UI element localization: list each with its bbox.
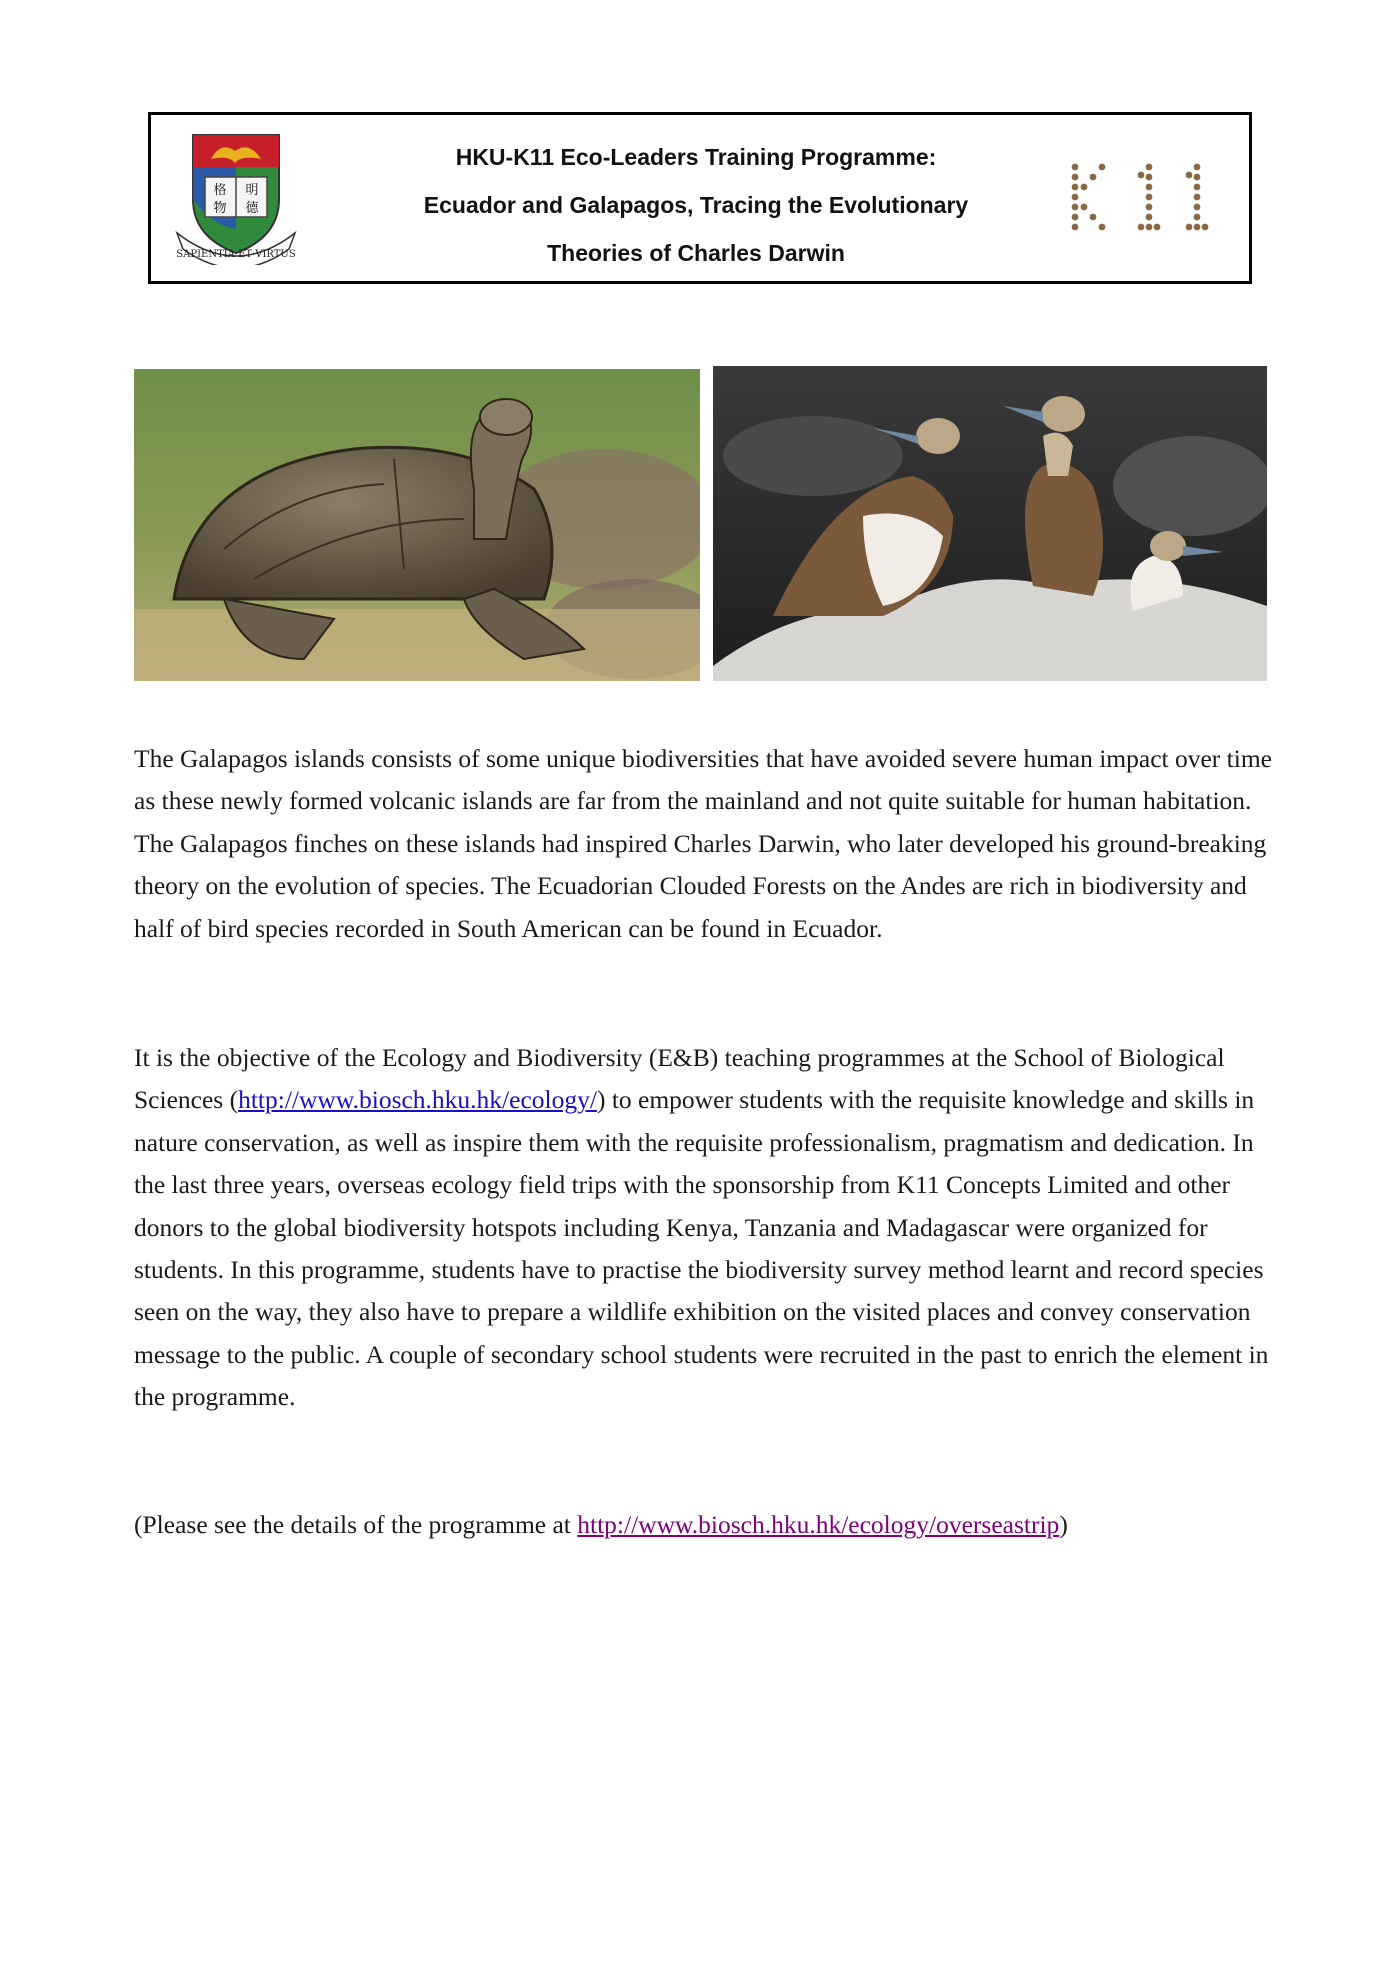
- title-line-1: HKU-K11 Eco-Leaders Training Programme:: [455, 144, 937, 170]
- k11-logo: [1069, 161, 1217, 235]
- k11-logo-dot: [1146, 164, 1153, 171]
- k11-logo-text: K11: [1069, 161, 1071, 162]
- k11-logo-dot: [1194, 174, 1201, 181]
- details-paragraph: [134, 1504, 1274, 1546]
- k11-logo-dot: [1186, 224, 1193, 231]
- k11-logo-dot: [1146, 194, 1153, 201]
- k11-logo-dot: [1138, 224, 1145, 231]
- k11-logo-dot: [1146, 214, 1153, 221]
- k11-logo-dot: [1194, 224, 1201, 231]
- objective-paragraph: [134, 1037, 1274, 1419]
- k11-logo-dot: [1154, 224, 1161, 231]
- k11-logo-dot: [1072, 224, 1079, 231]
- k11-logo-dot: [1072, 214, 1079, 221]
- k11-logo-dot: [1081, 204, 1088, 211]
- k11-logo-dot: [1138, 172, 1145, 179]
- title-line-3: Theories of Charles Darwin: [547, 240, 845, 266]
- k11-logo-dot: [1072, 184, 1079, 191]
- k11-logo-dot: [1072, 204, 1079, 211]
- objective-text-end: ) to empower students with the requisite knowledge and skills in nature conservation, as well as inspire them with the requisite professionalism, pragmatism and dedication. In the last three years, overseas ecology field trips with the sponsorship from K11 Concepts Limited and other donors to the global biodiversity hotspots including Kenya, Tanzania and Madagascar were organized for students. In this programme, students have to practise the biodiversity survey method learnt and record species seen on the way, they also have to prepare a wildlife exhibition on the visited places and convey conservation message to the public. A couple of secondary school students were recruited in the past to enrich the element in the programme.: [134, 1085, 1269, 1412]
- tortoise-photo: [134, 369, 700, 681]
- k11-logo-dot: [1090, 174, 1097, 181]
- details-text-start: (Please see the details of the programme at: [134, 1510, 578, 1539]
- k11-logo-dot: [1194, 194, 1201, 201]
- k11-logo-dot: [1081, 184, 1088, 191]
- k11-logo-dot: [1194, 204, 1201, 211]
- crest-motto: SAPIENTIA·ET·VIRTUS: [176, 249, 296, 260]
- k11-logo-dot: [1072, 174, 1079, 181]
- objective-text: [134, 1037, 1274, 1419]
- intro-paragraph: [134, 738, 1274, 950]
- crest-char-1: 格: [213, 183, 227, 198]
- details-text-end: ): [1059, 1510, 1068, 1539]
- title-line-2: Ecuador and Galapagos, Tracing the Evolutionary: [423, 192, 969, 218]
- k11-logo-dot: [1202, 224, 1209, 231]
- intro-text: The Galapagos islands consists of some unique biodiversities that have avoided severe human impact over time as these newly formed volcanic islands are far from the mainland and not quite suitable for human habitation. The Galapagos finches on these islands had inspired Charles Darwin, who later developed his ground-breaking theory on the evolution of species. The Ecuadorian Clouded Forests on the Andes are rich in biodiversity and half of bird species recorded in South American can be found in Ecuador.: [134, 744, 1272, 943]
- k11-logo-dot: [1099, 164, 1106, 171]
- k11-logo-dot: [1194, 184, 1201, 191]
- k11-logo-dot: [1072, 164, 1079, 171]
- k11-logo-dot: [1099, 224, 1106, 231]
- boobies-photo: [713, 366, 1267, 681]
- details-text: [134, 1504, 1274, 1546]
- k11-logo-dot: [1146, 204, 1153, 211]
- crest-char-2: 明: [245, 183, 259, 198]
- k11-logo-dot: [1146, 224, 1153, 231]
- k11-logo-dot: [1186, 172, 1193, 179]
- header-banner: [148, 112, 1252, 284]
- crest-char-4: 德: [245, 201, 259, 216]
- ecology-link[interactable]: http://www.biosch.hku.hk/ecology/: [238, 1085, 597, 1115]
- k11-logo-dot: [1194, 214, 1201, 221]
- k11-logo-dot: [1146, 174, 1153, 181]
- programme-title: [341, 133, 1051, 277]
- k11-logo-dot: [1090, 214, 1097, 221]
- crest-char-3: 物: [213, 201, 227, 216]
- objective-text-start: It is the objective of the Ecology and Biodiversity (E&B) teaching programmes at the School of Biological Sciences (: [134, 1043, 1225, 1115]
- k11-logo-dot: [1194, 164, 1201, 171]
- k11-logo-dot: [1146, 184, 1153, 191]
- k11-logo-dot: [1072, 194, 1079, 201]
- hku-crest-logo: [171, 129, 301, 265]
- overseas-trip-link[interactable]: http://www.biosch.hku.hk/ecology/overseastrip: [577, 1510, 1060, 1539]
